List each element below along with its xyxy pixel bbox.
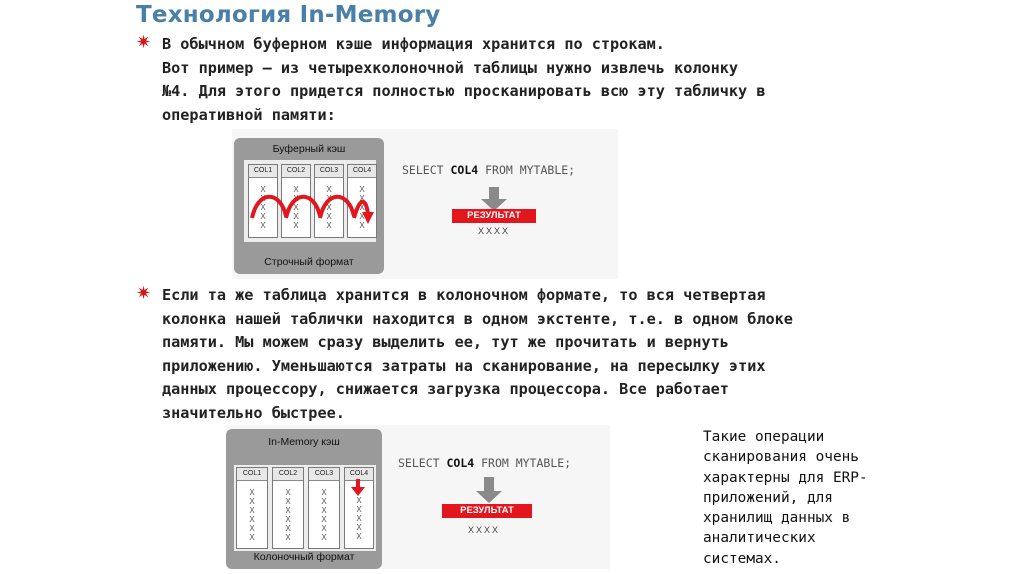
row-format-figure [232, 129, 618, 279]
side-note-line: приложений, для [703, 489, 833, 506]
cell-marks: X X X X X [326, 185, 332, 230]
side-note-line: хранилищ данных в [703, 510, 851, 527]
bullet-star-icon: ✷ [136, 32, 152, 53]
buffer-cache-title: Буферный кэш [272, 143, 346, 155]
bullet-1-line: оперативной памяти: [162, 105, 336, 124]
cell-marks: X X X X X X [249, 488, 255, 542]
bullet-2-line: Если та же таблица хранится в колоночном формате, то вся четвертая [162, 286, 766, 304]
side-note-line: сканирования очень [703, 449, 859, 466]
side-note-line: Такие операции [703, 429, 825, 445]
bullet-1-line: В обычном буферном кэше информация хранится по строкам. [162, 35, 665, 53]
side-note-line: характерны для ERP- [703, 469, 868, 486]
column-header: COL2 [273, 468, 303, 481]
column-header: COL4 [348, 165, 376, 178]
bullet-2-line: колонка нашей таблички находится в одном экстенте, т.е. в одном блоке [162, 309, 793, 328]
inmemory-cache-footer: Колоночный формат [253, 551, 355, 563]
column-header: COL4 [345, 468, 373, 481]
side-note-line: аналитических [703, 530, 816, 547]
result-values: XXXX [478, 226, 511, 236]
column-header: COL3 [315, 165, 343, 178]
slide-title: Технология In-Memory [136, 2, 441, 28]
bullet-2-line: данных процессору, снижается загрузка процессора. Все работает [162, 380, 729, 398]
cell-marks: X X X X X X [321, 488, 327, 542]
bullet-2-line: значительно быстрее. [162, 403, 345, 422]
result-badge: РЕЗУЛЬТАТ [452, 209, 536, 223]
cell-marks: X X X X X X [285, 488, 291, 542]
column-header: COL2 [282, 165, 310, 178]
inmemory-cache-title: In-Memory кэш [268, 436, 340, 448]
side-note-line: системах. [703, 550, 781, 567]
result-values: XXXX [468, 525, 501, 535]
bullet-2-text [162, 284, 793, 425]
result-badge: РЕЗУЛЬТАТ [442, 504, 532, 518]
cell-marks: X X X X X [260, 185, 266, 230]
sql-query: SELECT COL4 FROM MYTABLE; [398, 456, 572, 470]
side-note [703, 427, 903, 569]
cell-marks: X X X X X [356, 496, 362, 541]
sql-query: SELECT COL4 FROM MYTABLE; [402, 163, 576, 177]
bullet-1-line: Вот пример — из четырехколоночной таблицы нужно извлечь колонку [162, 58, 739, 77]
down-arrow-icon [226, 425, 610, 569]
cell-marks: X X X X X [293, 185, 299, 230]
bullet-1-text [162, 33, 765, 127]
bullet-2-line: приложению. Уменьшаются затраты на сканирование, на пересылку этих [162, 356, 766, 375]
column-header: COL3 [309, 468, 339, 481]
bullet-1-line: №4. Для этого придется полностью просканировать всю эту табличку в [162, 82, 766, 100]
cell-marks: X X X X X [359, 185, 365, 230]
column-header: COL1 [237, 468, 267, 481]
down-arrow-icon [232, 129, 618, 279]
column-header: COL1 [249, 165, 277, 178]
bullet-star-icon: ✷ [136, 283, 152, 304]
bullet-2-line: памяти. Мы можем сразу выделить ее, тут же прочитать и вернуть [162, 333, 729, 351]
columnar-format-figure [226, 425, 610, 569]
buffer-cache-footer: Строчный формат [264, 256, 354, 268]
